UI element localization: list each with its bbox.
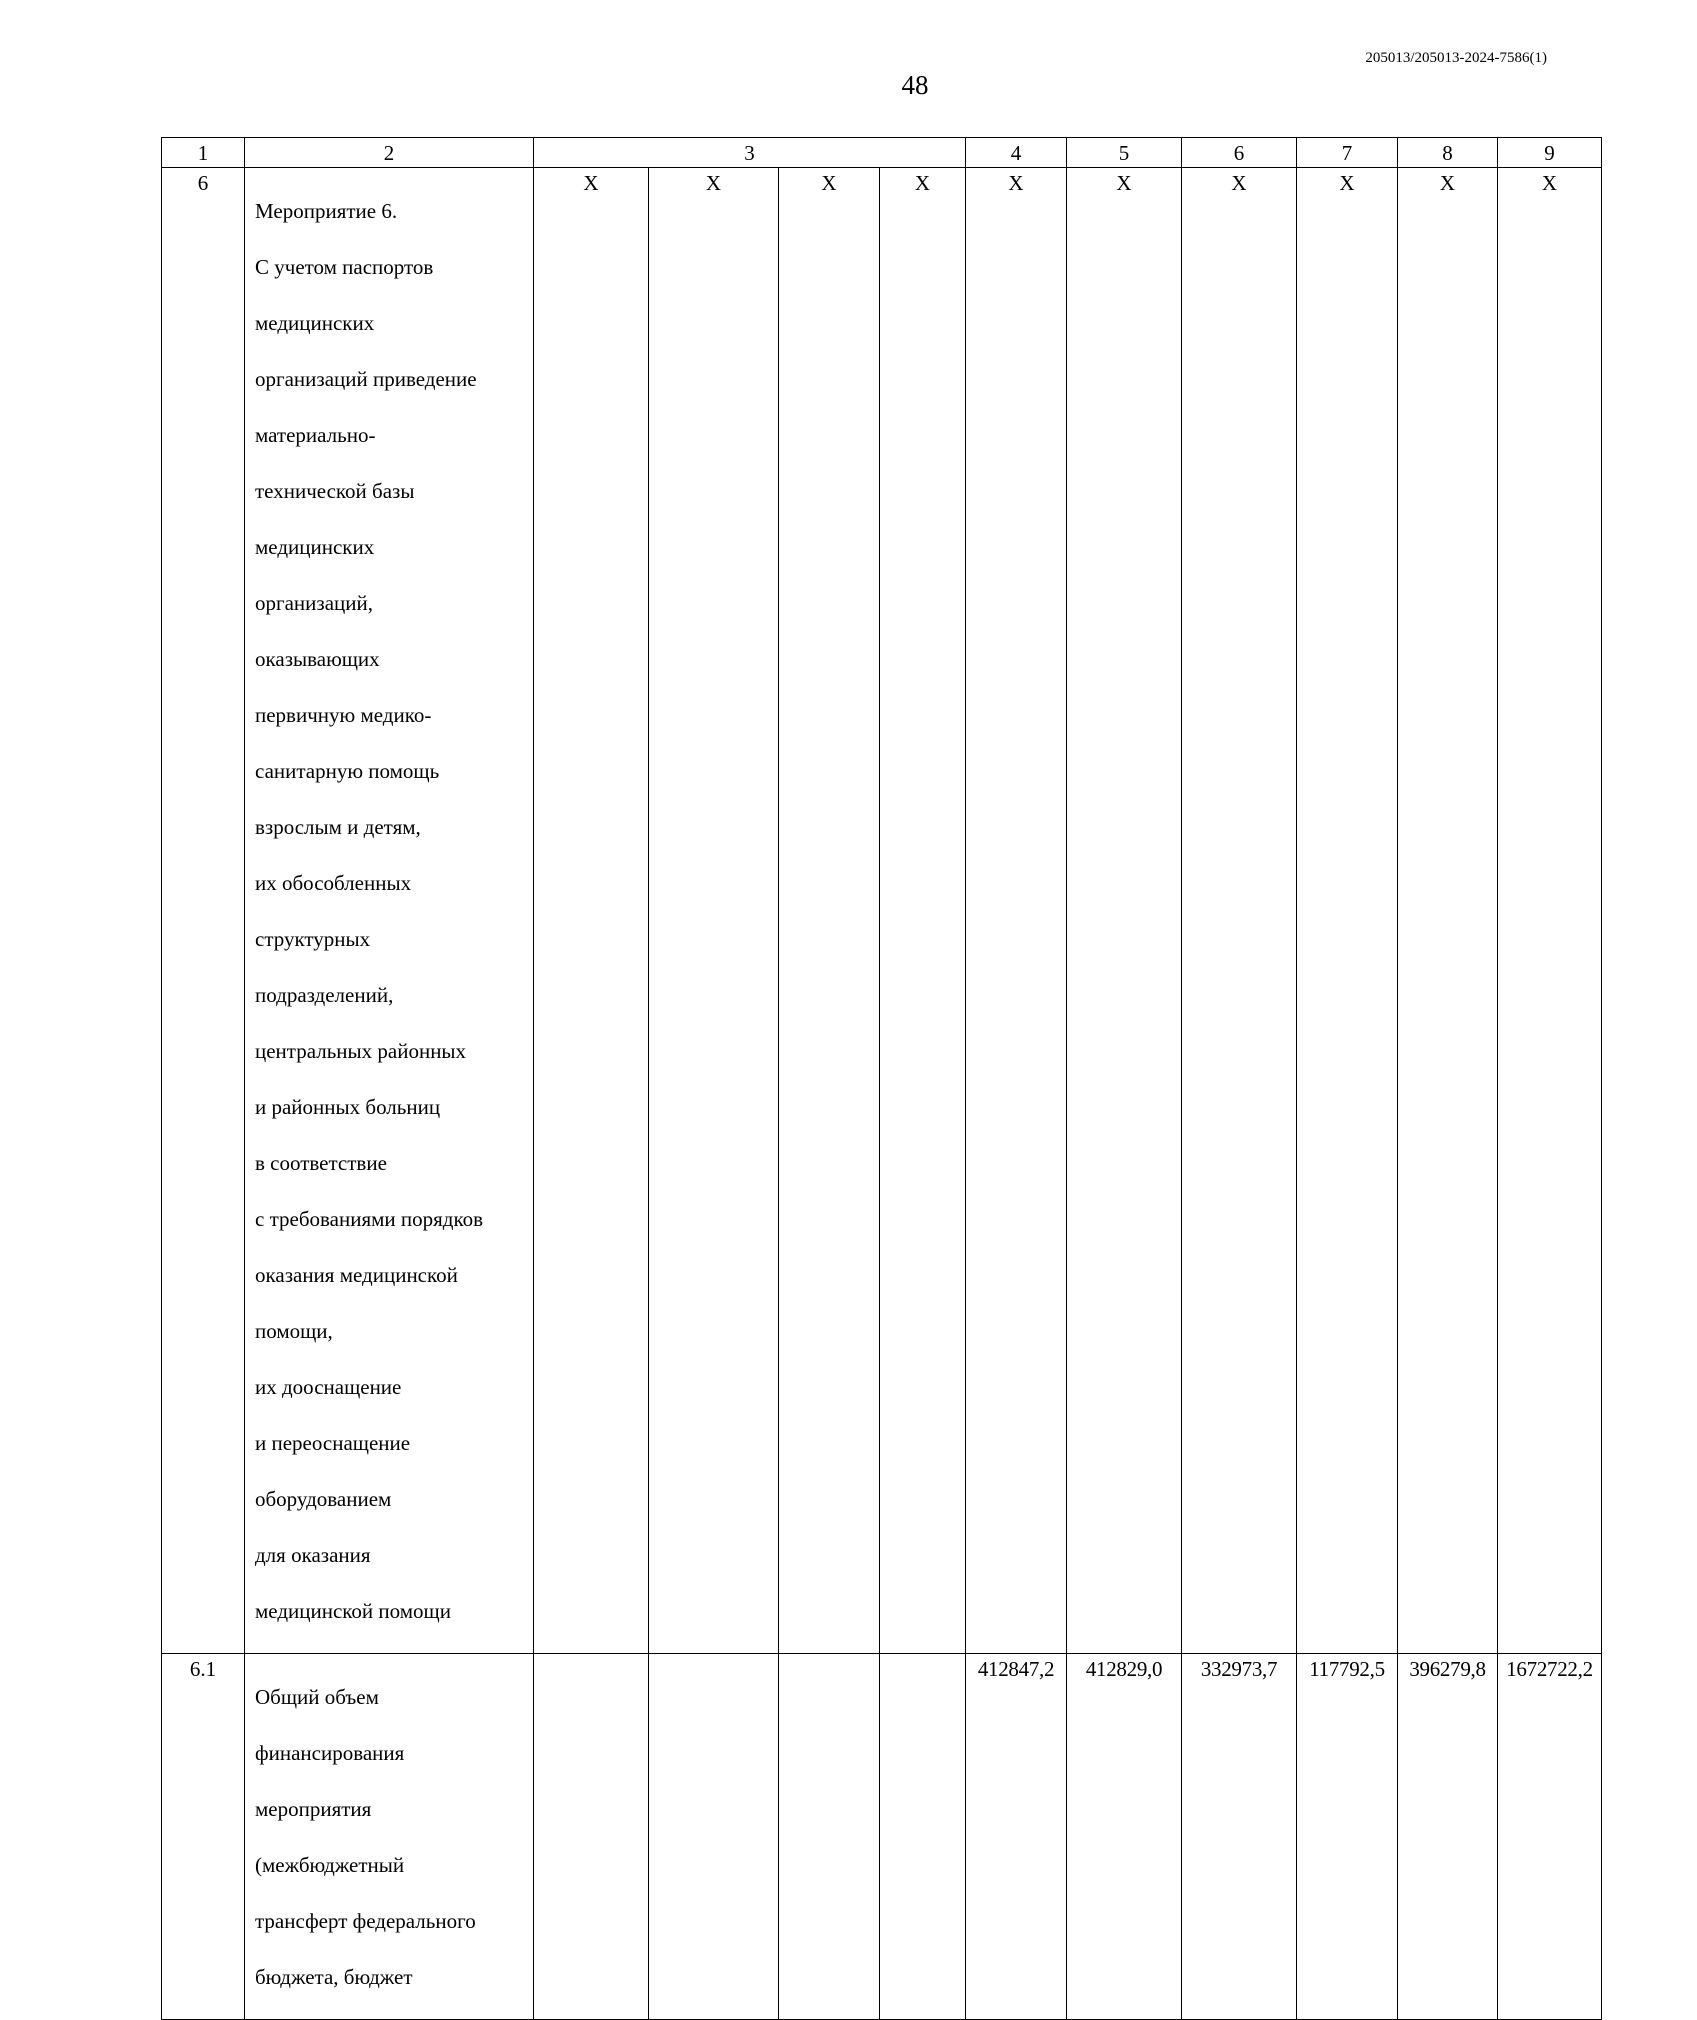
table-cell: Х xyxy=(779,168,880,1654)
row-name-line: и переоснащение xyxy=(255,1431,411,1455)
row-name-cell xyxy=(245,168,534,1654)
row-name-line: оказывающих xyxy=(255,647,380,671)
row-name-line: структурных xyxy=(255,927,371,951)
table-cell: 332973,7 xyxy=(1182,1654,1297,2020)
table-cell xyxy=(880,1654,966,2020)
row-name-line: в соответствие xyxy=(255,1151,387,1175)
table-cell: Х xyxy=(1498,168,1602,1654)
row-name-line: центральных районных xyxy=(255,1039,467,1063)
table-cell: 396279,8 xyxy=(1398,1654,1498,2020)
document-code: 205013/205013-2024-7586(1) xyxy=(1365,50,1547,66)
row-name-line: материально- xyxy=(255,423,376,447)
table-row xyxy=(162,168,1602,1654)
row-name-line: Мероприятие 6. xyxy=(255,199,398,223)
row-name-line: Общий объем xyxy=(255,1685,379,1709)
column-header: 9 xyxy=(1498,138,1602,168)
row-name-line: их дооснащение xyxy=(255,1375,402,1399)
row-name-line: организаций, xyxy=(255,591,373,615)
row-name-line: оборудованием xyxy=(255,1487,392,1511)
row-name-cell xyxy=(245,1654,534,2020)
row-name-line: медицинских xyxy=(255,535,375,559)
table-cell xyxy=(534,1654,649,2020)
row-name-line: трансферт федерального xyxy=(255,1909,476,1933)
table-cell: Х xyxy=(1297,168,1398,1654)
row-name-line: взрослым и детям, xyxy=(255,815,421,839)
row-name-line: для оказания xyxy=(255,1543,371,1567)
row-number: 6 xyxy=(162,168,245,1654)
row-number: 6.1 xyxy=(162,1654,245,2020)
row-name-line: мероприятия xyxy=(255,1797,372,1821)
column-header: 6 xyxy=(1182,138,1297,168)
table-cell: 1672722,2 xyxy=(1498,1654,1602,2020)
table-cell: 412829,0 xyxy=(1067,1654,1182,2020)
row-name-line: организаций приведение xyxy=(255,367,477,391)
row-name-line: с требованиями порядков xyxy=(255,1207,484,1231)
column-header: 5 xyxy=(1067,138,1182,168)
row-name-line: санитарную помощь xyxy=(255,759,440,783)
row-name-line: технической базы xyxy=(255,479,415,503)
table-cell xyxy=(779,1654,880,2020)
table-header-row xyxy=(162,138,1602,168)
table-cell: Х xyxy=(1067,168,1182,1654)
table-cell xyxy=(649,1654,779,2020)
column-header: 8 xyxy=(1398,138,1498,168)
row-name-line: финансирования xyxy=(255,1741,405,1765)
page-number: 48 xyxy=(901,70,929,100)
row-name-line: их обособленных xyxy=(255,871,412,895)
row-name-line: первичную медико- xyxy=(255,703,432,727)
column-header: 4 xyxy=(966,138,1067,168)
row-name-line: и районных больниц xyxy=(255,1095,441,1119)
row-name-line: бюджета, бюджет xyxy=(255,1965,413,1989)
table-cell: 117792,5 xyxy=(1297,1654,1398,2020)
table-cell: Х xyxy=(649,168,779,1654)
column-header: 1 xyxy=(162,138,245,168)
table-cell: Х xyxy=(1398,168,1498,1654)
row-name-line: оказания медицинской xyxy=(255,1263,458,1287)
column-header: 3 xyxy=(534,138,966,168)
row-name-line: помощи, xyxy=(255,1319,333,1343)
row-name-line: подразделений, xyxy=(255,983,394,1007)
table-cell: 412847,2 xyxy=(966,1654,1067,2020)
budget-table xyxy=(161,137,1602,2020)
row-name-line: медицинских xyxy=(255,311,375,335)
row-name-line: С учетом паспортов xyxy=(255,255,434,279)
column-header: 7 xyxy=(1297,138,1398,168)
column-header: 2 xyxy=(245,138,534,168)
table-cell: Х xyxy=(534,168,649,1654)
table-row xyxy=(162,1654,1602,2020)
row-name-line: медицинской помощи xyxy=(255,1599,451,1623)
table-cell: Х xyxy=(966,168,1067,1654)
row-name-line: (межбюджетный xyxy=(255,1853,405,1877)
table-cell: Х xyxy=(1182,168,1297,1654)
table-cell: Х xyxy=(880,168,966,1654)
